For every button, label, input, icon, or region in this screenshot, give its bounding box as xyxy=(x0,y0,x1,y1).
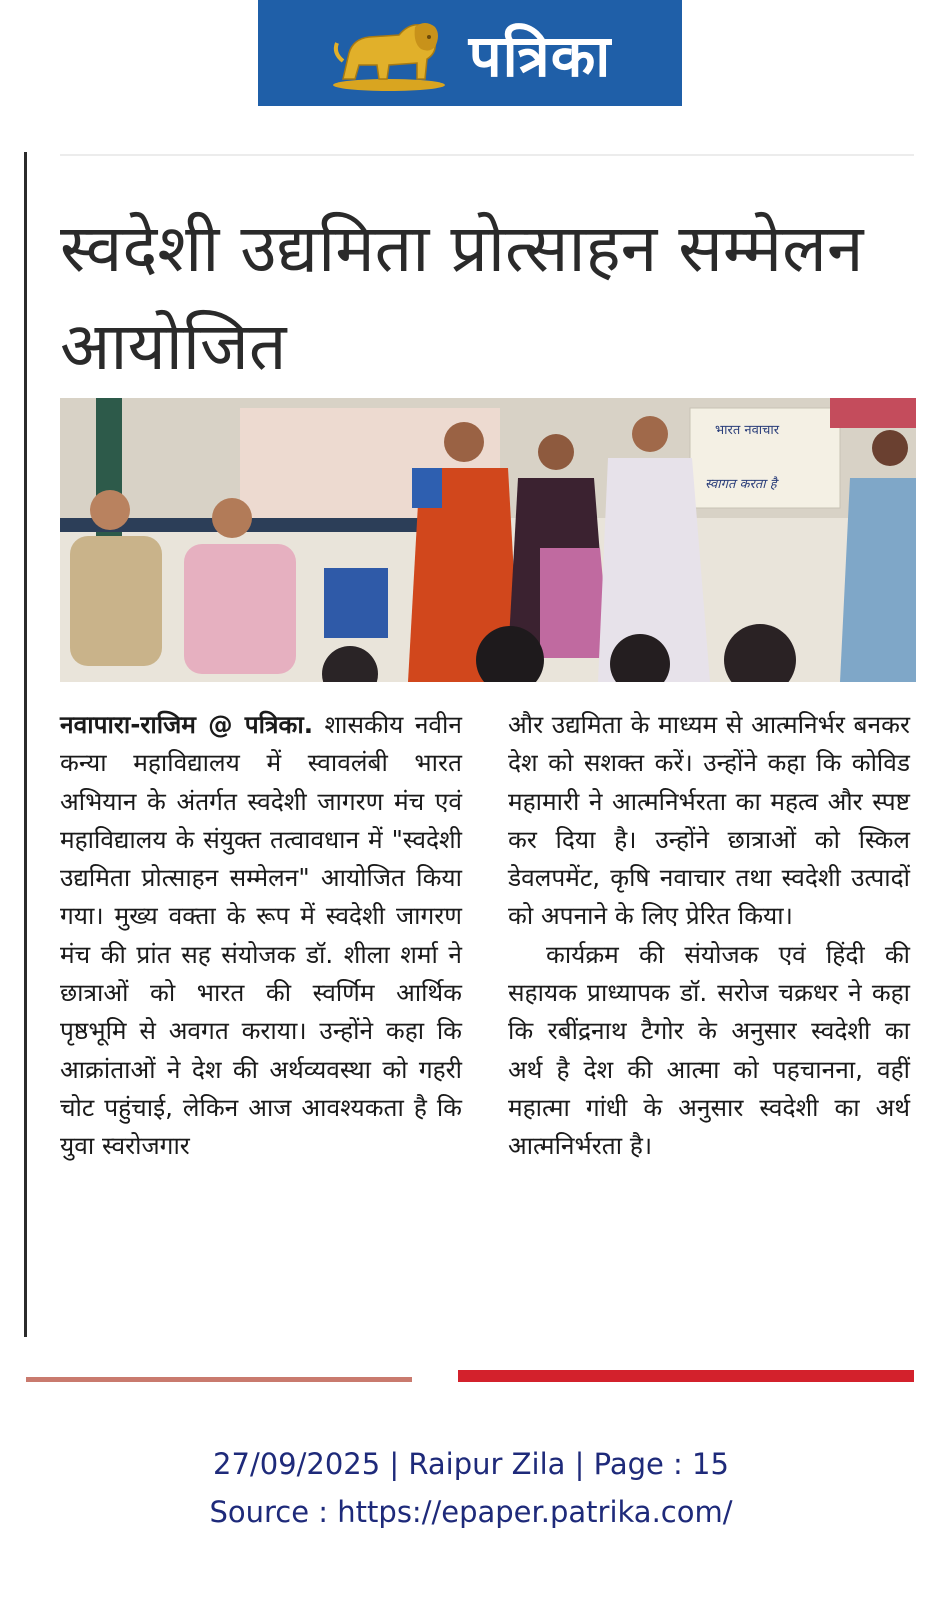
article-body-right-para1: और उद्यमिता के माध्यम से आत्मनिर्भर बनकर देश को सशक्त करें। उन्होंने कहा कि कोविड महामारी ने आत्मनिर्भरता का महत्व और स्पष्ट कर दिया है। उन्होंने छात्राओं को स्किल डेवलपमेंट, कृषि नवाचार तथा स्वदेशी उत्पादों को अपनाने के लिए प्रेरित किया। xyxy=(508,710,910,931)
brand-name: पत्रिका xyxy=(468,21,612,90)
photo-banner-line2: स्वागत करता है xyxy=(705,477,777,492)
article-column-left xyxy=(60,706,462,1166)
article-body-left: शासकीय नवीन कन्या महाविद्यालय में स्वावलंबी भारत अभियान के अंतर्गत स्वदेशी जागरण मंच एवं महाविद्यालय के संयुक्त तत्वावधान में "स्वदेशी उद्यमिता प्रोत्साहन सम्मेलन" आयोजित किया गया। मुख्य वक्ता के रूप में स्वदेशी जागरण मंच की प्रांत सह संयोजक डॉ. शीला शर्मा ने छात्राओं को भारत की स्वर्णिम आर्थिक पृष्ठभूमि से अवगत कराया। उन्होंने कहा कि आक्रांताओं ने देश की अर्थव्यवस्था को गहरी चोट पहुंचाई, लेकिन आज आवश्यकता है कि युवा स्वरोजगार xyxy=(60,710,462,1161)
article-column-right xyxy=(508,706,910,1166)
footer xyxy=(0,1440,942,1536)
photo-banner-line1: भारत नवाचार xyxy=(715,423,780,438)
article-body-right-para2: कार्यक्रम की संयोजक एवं हिंदी की सहायक प्राध्यापक डॉ. सरोज चक्रधर ने कहा कि रबींद्रनाथ टैगोर के अनुसार स्वदेशी का अर्थ है देश की आत्मा को पहचानना, वहीं महात्मा गांधी के अनुसार स्वदेशी का अर्थ आत्मनिर्भरता है। xyxy=(508,939,910,1161)
edition-info: 27/09/2025 | Raipur Zila | Page : 15 xyxy=(213,1447,729,1481)
source-link[interactable]: Source : https://epaper.patrika.com/ xyxy=(209,1495,733,1529)
golden-lion-icon xyxy=(329,13,449,93)
clipping-border xyxy=(24,152,27,1337)
masthead xyxy=(258,0,682,106)
bottom-rule-right xyxy=(458,1370,914,1382)
bottom-rule-left xyxy=(26,1377,412,1382)
article-headline: स्वदेशी उद्यमिता प्रोत्साहन सम्मेलन आयोजित xyxy=(60,210,864,385)
article-dateline: नवापारा-राजिम @ पत्रिका. xyxy=(60,710,314,739)
top-divider xyxy=(60,154,914,156)
article-photo xyxy=(60,398,916,682)
